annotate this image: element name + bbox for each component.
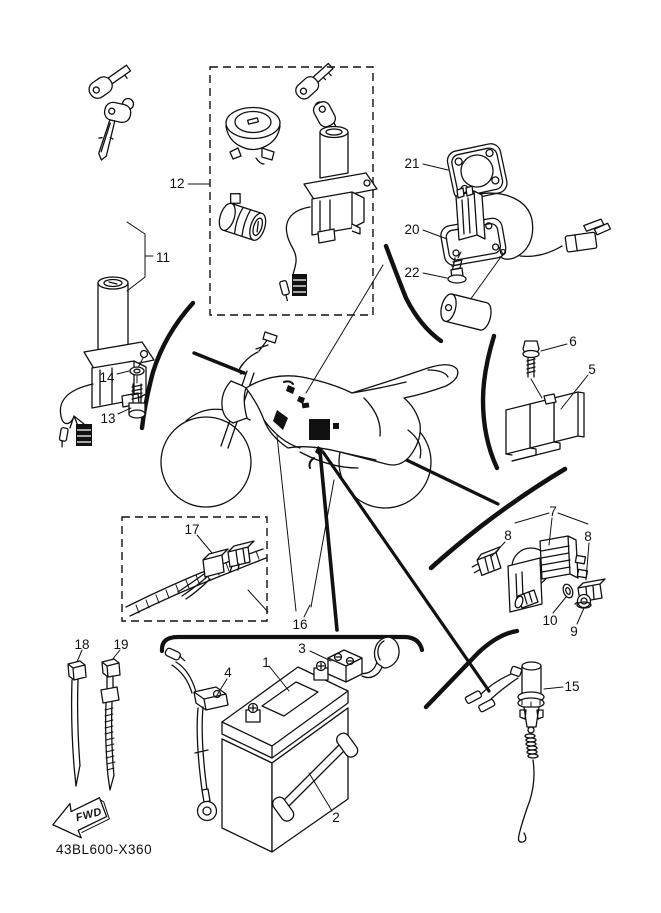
svg-text:19: 19 — [113, 637, 129, 652]
diagram-code: 43BL600-X360 — [56, 842, 153, 857]
spring — [525, 734, 538, 758]
svg-text:3: 3 — [298, 641, 306, 656]
part-group-ignition-coil[interactable] — [470, 536, 605, 612]
washer-10 — [561, 583, 574, 599]
part-group-ignition-kit-12[interactable] — [210, 60, 377, 315]
callout-11[interactable] — [127, 222, 170, 291]
callout-20[interactable] — [404, 222, 447, 239]
fwd-label: FWD — [74, 805, 104, 825]
svg-text:6: 6 — [569, 334, 577, 349]
callout-4[interactable] — [217, 665, 232, 695]
battery-1 — [222, 662, 348, 853]
part-group-battery[interactable] — [164, 637, 399, 852]
fuel-cap — [226, 108, 280, 165]
callout-19[interactable] — [112, 637, 129, 660]
svg-text:15: 15 — [564, 679, 580, 694]
main-switch — [279, 127, 377, 302]
part-group-cable-tie-19[interactable] — [101, 659, 120, 790]
seat-lock-switch — [216, 190, 272, 242]
svg-text:10: 10 — [542, 613, 558, 628]
callout-13[interactable] — [100, 408, 131, 426]
svg-text:8: 8 — [504, 528, 512, 543]
callout-3[interactable] — [298, 641, 331, 661]
float — [438, 292, 493, 331]
battery-lead-neg-4 — [164, 647, 228, 820]
battery-lead-pos-3 — [328, 637, 399, 682]
svg-text:18: 18 — [74, 637, 90, 652]
svg-text:14: 14 — [99, 370, 115, 385]
part-group-sidestand-switch-15[interactable] — [465, 662, 544, 842]
svg-text:22: 22 — [404, 265, 420, 280]
callout-9[interactable] — [570, 608, 584, 639]
rectifier-5 — [506, 392, 584, 461]
nut-9 — [577, 595, 591, 609]
callout-12[interactable] — [169, 176, 210, 191]
washer-14 — [130, 367, 144, 375]
svg-text:1: 1 — [262, 655, 270, 670]
svg-text:12: 12 — [169, 176, 185, 191]
svg-text:21: 21 — [404, 156, 420, 171]
callout-6[interactable] — [541, 334, 577, 351]
svg-text:9: 9 — [570, 624, 578, 639]
svg-text:4: 4 — [224, 665, 232, 680]
callout-21[interactable] — [404, 156, 448, 171]
svg-text:16: 16 — [292, 617, 308, 632]
svg-text:2: 2 — [332, 810, 340, 825]
part-group-fuel-sender[interactable] — [438, 142, 612, 332]
svg-text:7: 7 — [549, 504, 557, 519]
callout-22[interactable] — [404, 265, 447, 280]
sender-connector — [563, 218, 612, 252]
sender-unit-20 — [438, 186, 612, 332]
harness-connector — [178, 549, 228, 599]
callout-18[interactable] — [74, 637, 89, 662]
part-group-cable-tie-18[interactable] — [68, 661, 86, 786]
battery-terminal-pos — [314, 662, 328, 681]
callout-16[interactable] — [292, 605, 310, 632]
svg-text:20: 20 — [404, 222, 420, 237]
svg-text:13: 13 — [100, 411, 116, 426]
callout-17[interactable] — [184, 522, 212, 553]
connector-8-left — [470, 547, 505, 577]
bolt-6 — [523, 341, 542, 398]
svg-text:8: 8 — [584, 529, 592, 544]
part-group-rectifier[interactable] — [506, 341, 584, 461]
callout-10[interactable] — [542, 597, 566, 628]
callout-15[interactable] — [544, 679, 580, 694]
svg-text:11: 11 — [155, 250, 171, 265]
svg-text:5: 5 — [588, 362, 596, 377]
fwd-arrow — [49, 795, 112, 844]
svg-text:17: 17 — [184, 522, 200, 537]
